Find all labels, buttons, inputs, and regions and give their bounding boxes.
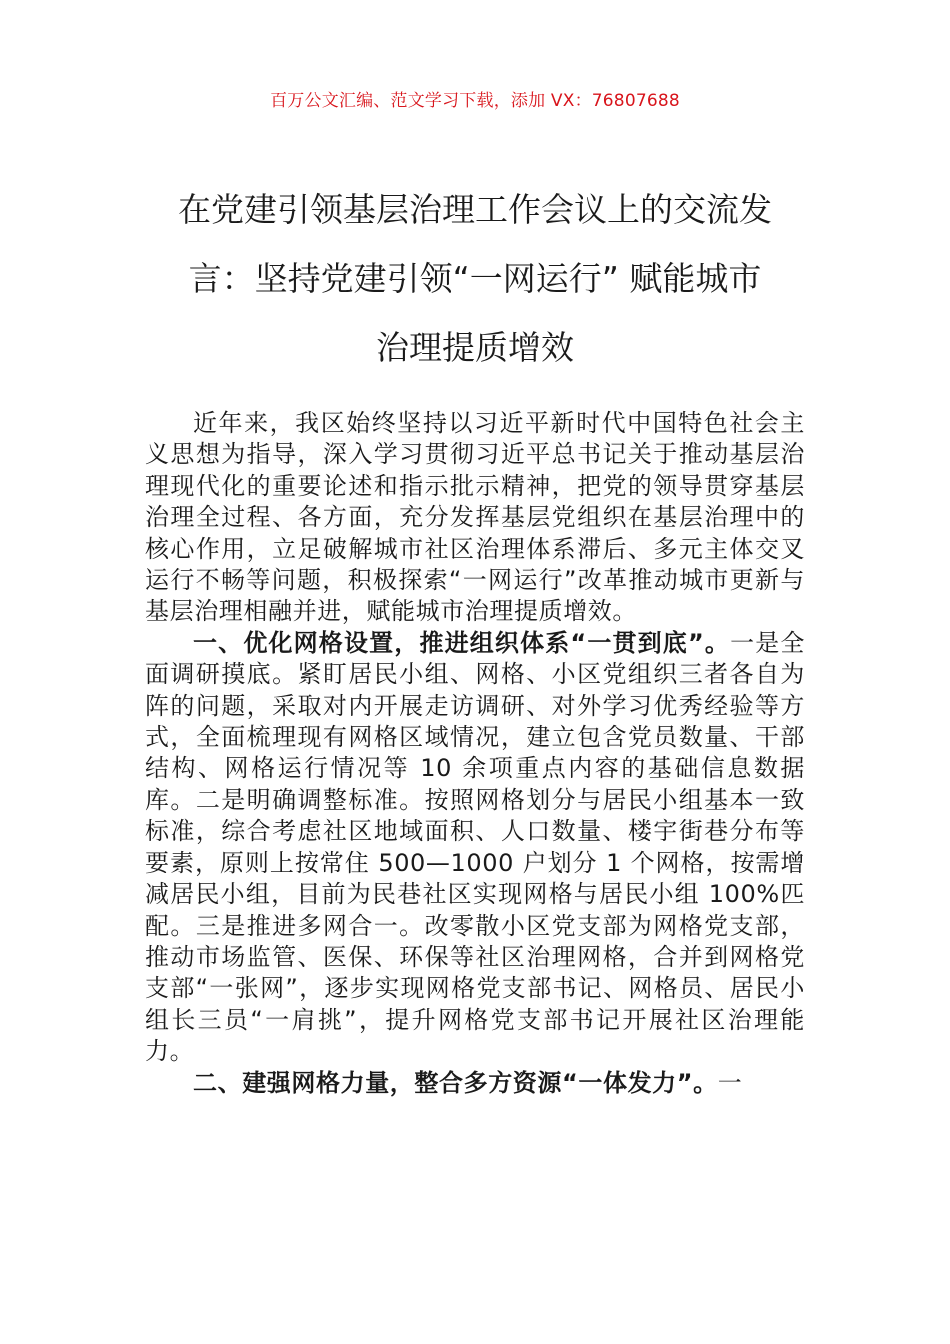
page-title <box>145 175 805 382</box>
paragraph-intro <box>145 408 805 628</box>
document-body <box>145 408 805 1099</box>
title-line: 言：坚持党建引领“一网运行” 赋能城市 <box>188 259 762 298</box>
paragraph-text: 近年来，我区始终坚持以习近平新时代中国特色社会主义思想为指导，深入学习贯彻习近平总书记关于推动基层治理现代化的重要论述和指示批示精神，把党的领导贯穿基层治理全过程、各方面，充分发挥基层党组织在基层治理中的核心作用，立足破解城市社区治理体系滞后、多元主体交叉运行不畅等问题，积极探索“一网运行”改革推动城市更新与基层治理相融并进，赋能城市治理提质增效。 <box>145 409 805 626</box>
paragraph-text: 一 <box>717 1068 743 1097</box>
title-line: 治理提质增效 <box>376 328 574 367</box>
section-heading: 二、建强网格力量，整合多方资源“一体发力”。 <box>193 1068 718 1097</box>
title-line: 在党建引领基层治理工作会议上的交流发 <box>178 190 772 229</box>
watermark-header: 百万公文汇编、范文学习下载，添加 VX：76807688 <box>270 91 680 111</box>
paragraph-section-2 <box>145 1068 805 1099</box>
paragraph-text: 一是全面调研摸底。紧盯居民小组、网格、小区党组织三者各自为阵的问题，采取对内开展走访调研、对外学习优秀经验等方式，全面梳理现有网格区域情况，建立包含党员数量、干部结构、网格运行情况等 10 余项重点内容的基础信息数据库。二是明确调整标准。按照网格划分与居民小组基本一致标准，综合考虑社区地域面积、人口数量、楼宇街巷分布等要素，原则上按常住 500—1000 户划分 1 个网格，按需增减居民小组，目前为民巷社区实现网格与居民小组 100%匹配。三是推进多网合一。改零散小区党支部为网格党支部，推动市场监管、医保、环保等社区治理网格，合并到网格党支部“一张网”，逐步实现网格党支部书记、网格员、居民小组长三员“一肩挑”，提升网格党支部书记开展社区治理能力。 <box>145 628 805 1066</box>
section-heading: 一、优化网格设置，推进组织体系“一贯到底”。 <box>193 628 731 657</box>
paragraph-section-1 <box>145 628 805 1068</box>
